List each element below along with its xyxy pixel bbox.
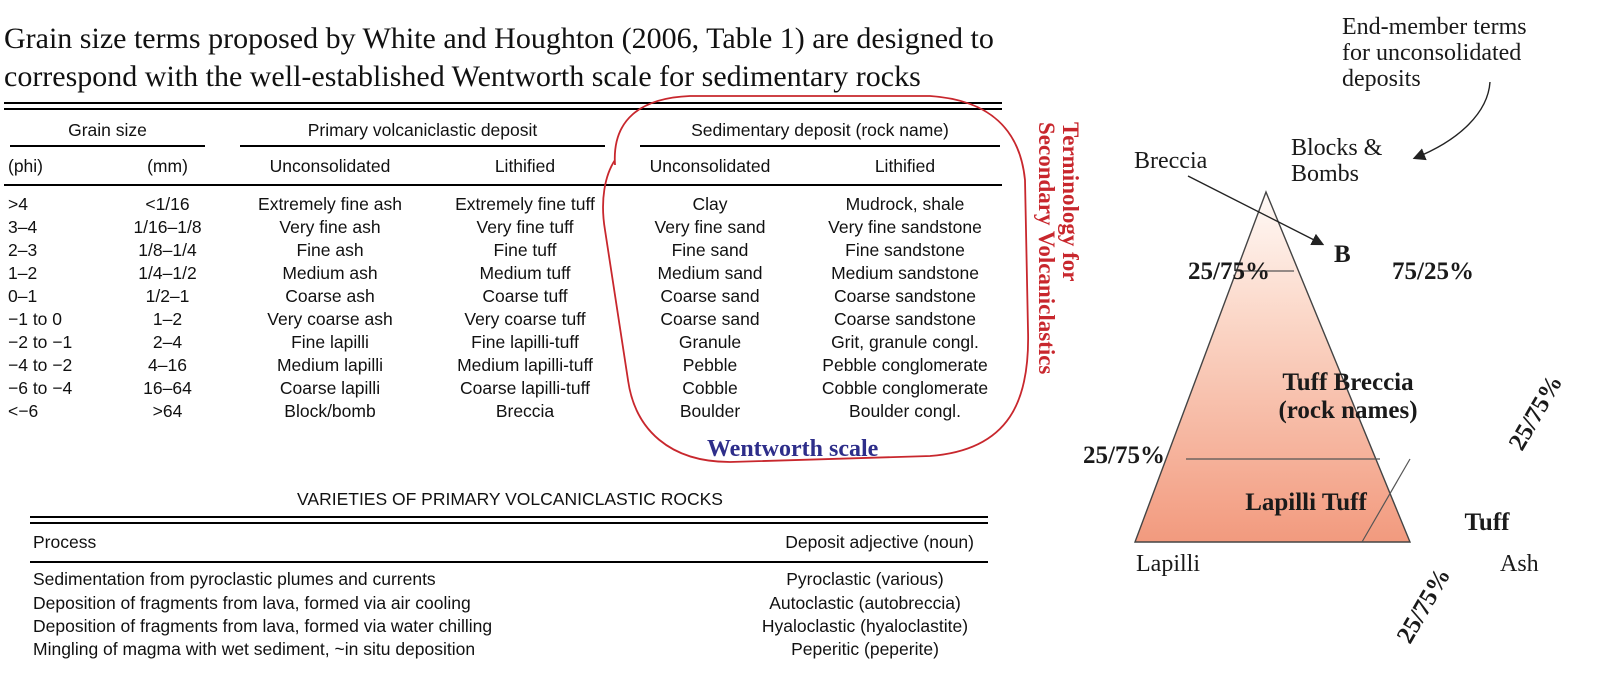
blocks-bombs-line-1: Blocks & bbox=[1291, 135, 1383, 161]
deposit-cell: Autoclastic (autobreccia) bbox=[769, 593, 961, 613]
cell-sed-lithified: Grit, granule congl. bbox=[831, 332, 979, 352]
cell-sed-lithified: Fine sandstone bbox=[845, 240, 965, 260]
cell-phi: −1 to 0 bbox=[8, 309, 63, 329]
process-cell: Deposition of fragments from lava, formed via air cooling bbox=[33, 593, 471, 613]
ash-vertex-label: Ash bbox=[1500, 551, 1539, 577]
deposit-cell: Hyaloclastic (hyaloclastite) bbox=[761, 616, 969, 636]
deposit-cell: Pyroclastic (various) bbox=[786, 569, 944, 589]
pct-right: 25/75% bbox=[1503, 370, 1569, 455]
end-member-arrow bbox=[1415, 82, 1490, 158]
cell-sed-unconsolidated: Granule bbox=[678, 332, 742, 352]
cell-primary-lithified: Fine lapilli-tuff bbox=[471, 332, 579, 352]
cell-sed-unconsolidated: Medium sand bbox=[657, 263, 763, 283]
end-member-line-1: End-member terms bbox=[1342, 14, 1527, 40]
cell-primary-unconsolidated: Fine ash bbox=[296, 240, 364, 260]
tuff-breccia-label-1: Tuff Breccia bbox=[1282, 369, 1414, 396]
pyroclastic-classification-diagram bbox=[1080, 0, 1600, 680]
cell-phi: 1–2 bbox=[8, 263, 38, 283]
cell-primary-unconsolidated: Medium ash bbox=[282, 263, 378, 283]
cell-sed-unconsolidated: Cobble bbox=[682, 378, 738, 398]
red-label-line-2: Secondary Volcaniclastics bbox=[1034, 122, 1059, 375]
cell-mm: 1/2–1 bbox=[145, 286, 190, 306]
cell-primary-lithified: Very fine tuff bbox=[476, 217, 574, 237]
col-primary-unconsolidated: Unconsolidated bbox=[269, 156, 391, 176]
cell-primary-unconsolidated: Very fine ash bbox=[279, 217, 381, 237]
pct-top-left: 25/75% bbox=[1188, 258, 1270, 285]
lapilli-vertex-label: Lapilli bbox=[1136, 551, 1200, 577]
cell-sed-lithified: Mudrock, shale bbox=[845, 194, 965, 214]
col-deposit-adjective: Deposit adjective (noun) bbox=[785, 532, 974, 552]
cell-sed-unconsolidated: Coarse sand bbox=[660, 309, 760, 329]
varieties-title: VARIETIES OF PRIMARY VOLCANICLASTIC ROCKS bbox=[297, 489, 723, 509]
cell-phi: −4 to −2 bbox=[8, 355, 73, 375]
col-mm: (mm) bbox=[147, 156, 188, 176]
cell-primary-unconsolidated: Coarse ash bbox=[285, 286, 375, 306]
cell-primary-lithified: Very coarse tuff bbox=[464, 309, 586, 329]
tuff-label: Tuff bbox=[1464, 509, 1510, 536]
col-phi: (phi) bbox=[8, 156, 44, 176]
cell-primary-lithified: Fine tuff bbox=[493, 240, 557, 260]
col-process: Process bbox=[33, 532, 97, 552]
cell-sed-lithified: Coarse sandstone bbox=[833, 309, 977, 329]
pct-left: 25/75% bbox=[1083, 442, 1165, 469]
red-label-line-1: Terminology for bbox=[1058, 122, 1083, 282]
cell-primary-lithified: Breccia bbox=[495, 401, 555, 421]
cell-phi: <−6 bbox=[8, 401, 39, 421]
cell-phi: 2–3 bbox=[8, 240, 38, 260]
blocks-bombs-line-2: Bombs bbox=[1291, 161, 1360, 187]
process-cell: Deposition of fragments from lava, formed via water chilling bbox=[33, 616, 493, 636]
cell-sed-unconsolidated: Very fine sand bbox=[654, 217, 766, 237]
varieties-top-rule bbox=[30, 516, 988, 518]
cell-mm: 4–16 bbox=[148, 355, 187, 375]
cell-phi: −2 to −1 bbox=[8, 332, 73, 352]
pct-bottom: 25/75% bbox=[1391, 563, 1457, 648]
cell-mm: 1–2 bbox=[152, 309, 183, 329]
cell-sed-lithified: Cobble conglomerate bbox=[821, 378, 989, 398]
process-cell: Mingling of magma with wet sediment, ~in situ deposition bbox=[33, 639, 476, 659]
cell-primary-unconsolidated: Very coarse ash bbox=[267, 309, 393, 329]
cell-phi: 3–4 bbox=[8, 217, 38, 237]
cell-sed-unconsolidated: Clay bbox=[692, 194, 728, 214]
cell-mm: <1/16 bbox=[145, 194, 190, 214]
cell-primary-unconsolidated: Block/bomb bbox=[284, 401, 376, 421]
header-grain-size: Grain size bbox=[68, 120, 147, 140]
cell-primary-unconsolidated: Extremely fine ash bbox=[258, 194, 402, 214]
cell-primary-unconsolidated: Coarse lapilli bbox=[279, 378, 381, 398]
end-member-line-2: for unconsolidated bbox=[1342, 40, 1522, 66]
red-loop-annotation bbox=[0, 0, 1100, 480]
cell-sed-unconsolidated: Pebble bbox=[682, 355, 738, 375]
cell-sed-unconsolidated: Boulder bbox=[679, 401, 741, 421]
cell-mm: 1/4–1/2 bbox=[138, 263, 197, 283]
end-member-line-3: deposits bbox=[1342, 66, 1421, 92]
cell-primary-lithified: Coarse tuff bbox=[482, 286, 568, 306]
cell-primary-lithified: Extremely fine tuff bbox=[455, 194, 595, 214]
col-primary-lithified: Lithified bbox=[494, 156, 556, 176]
cell-sed-unconsolidated: Fine sand bbox=[671, 240, 749, 260]
cell-primary-lithified: Medium lapilli-tuff bbox=[457, 355, 593, 375]
header-primary: Primary volcaniclastic deposit bbox=[307, 120, 538, 140]
cell-mm: 1/8–1/4 bbox=[138, 240, 197, 260]
cell-sed-lithified: Coarse sandstone bbox=[833, 286, 977, 306]
cell-phi: >4 bbox=[8, 194, 28, 214]
breccia-label: Breccia bbox=[1134, 148, 1208, 174]
deposit-cell: Peperitic (peperite) bbox=[791, 639, 939, 659]
tuff-breccia-label-2: (rock names) bbox=[1278, 397, 1418, 424]
process-cell: Sedimentation from pyroclastic plumes and currents bbox=[33, 569, 436, 589]
cell-sed-lithified: Very fine sandstone bbox=[828, 217, 982, 237]
volcaniclastic-varieties-table bbox=[0, 480, 1010, 680]
cell-primary-unconsolidated: Medium lapilli bbox=[276, 355, 383, 375]
intro-line-1: Grain size terms proposed by White and Houghton (2006, Table 1) are designed to bbox=[4, 22, 994, 55]
cell-primary-lithified: Coarse lapilli-tuff bbox=[459, 378, 590, 398]
cell-phi: −6 to −4 bbox=[8, 378, 73, 398]
cell-sed-lithified: Medium sandstone bbox=[831, 263, 979, 283]
cell-mm: >64 bbox=[152, 401, 183, 421]
cell-sed-lithified: Pebble conglomerate bbox=[822, 355, 988, 375]
cell-phi: 0–1 bbox=[8, 286, 38, 306]
col-sed-lithified: Lithified bbox=[874, 156, 936, 176]
col-sed-unconsolidated: Unconsolidated bbox=[649, 156, 771, 176]
cell-mm: 2–4 bbox=[152, 332, 183, 352]
cell-sed-unconsolidated: Coarse sand bbox=[660, 286, 760, 306]
cell-mm: 1/16–1/8 bbox=[133, 217, 202, 237]
header-sedimentary: Sedimentary deposit (rock name) bbox=[691, 120, 949, 140]
blocks-region-label: B bbox=[1334, 241, 1351, 268]
red-loop-path bbox=[603, 96, 1028, 462]
lapilli-tuff-label: Lapilli Tuff bbox=[1245, 489, 1367, 516]
cell-sed-lithified: Boulder congl. bbox=[849, 401, 961, 421]
intro-line-2: correspond with the well-established Wentworth scale for sedimentary rocks bbox=[4, 60, 921, 93]
wentworth-scale-label: Wentworth scale bbox=[707, 436, 879, 462]
pct-top-right: 75/25% bbox=[1392, 258, 1474, 285]
varieties-header-rule bbox=[30, 561, 988, 563]
cell-primary-lithified: Medium tuff bbox=[479, 263, 571, 283]
cell-primary-unconsolidated: Fine lapilli bbox=[291, 332, 369, 352]
cell-mm: 16–64 bbox=[143, 378, 192, 398]
varieties-top-rule-2 bbox=[30, 522, 988, 524]
